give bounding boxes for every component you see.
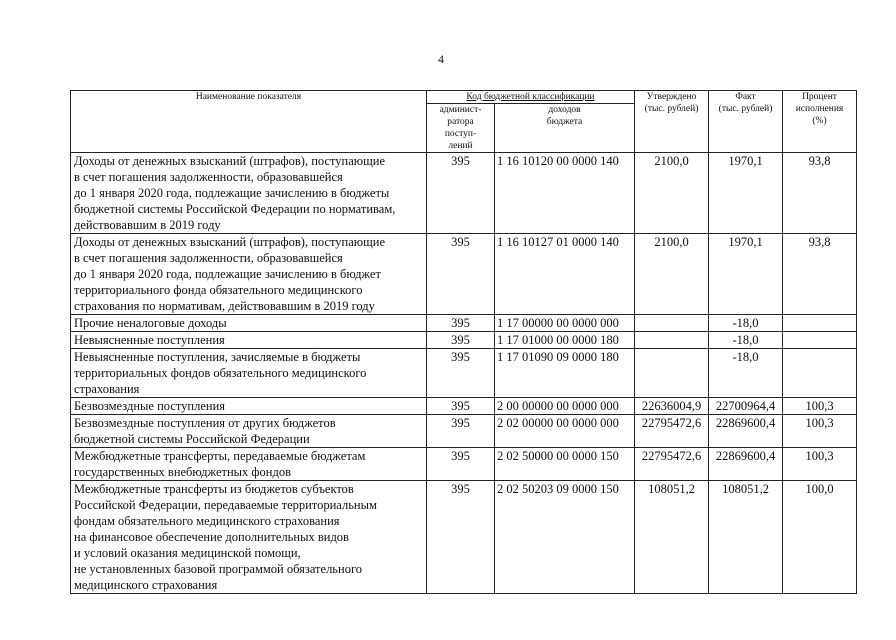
row-percent: 93,8 bbox=[783, 234, 857, 315]
row-budget-code: 1 16 10120 00 0000 140 bbox=[495, 153, 635, 234]
row-approved bbox=[635, 349, 709, 398]
row-fact: 108051,2 bbox=[709, 481, 783, 594]
row-admin-code: 395 bbox=[427, 315, 495, 332]
table-row bbox=[71, 234, 857, 315]
row-fact: 22869600,4 bbox=[709, 415, 783, 448]
header-percent: Процент исполнения (%) bbox=[783, 91, 857, 153]
row-admin-code: 395 bbox=[427, 349, 495, 398]
row-budget-code: 1 17 01000 00 0000 180 bbox=[495, 332, 635, 349]
header-revenue: доходов бюджета bbox=[495, 104, 635, 153]
row-name: Прочие неналоговые доходы bbox=[71, 315, 427, 332]
table-row bbox=[71, 448, 857, 481]
row-admin-code: 395 bbox=[427, 415, 495, 448]
row-fact: 1970,1 bbox=[709, 234, 783, 315]
row-approved bbox=[635, 315, 709, 332]
table-row bbox=[71, 315, 857, 332]
row-approved: 22795472,6 bbox=[635, 415, 709, 448]
row-fact: -18,0 bbox=[709, 332, 783, 349]
row-budget-code: 2 02 00000 00 0000 000 bbox=[495, 415, 635, 448]
row-approved: 2100,0 bbox=[635, 153, 709, 234]
row-percent: 100,0 bbox=[783, 481, 857, 594]
table-row bbox=[71, 153, 857, 234]
table-row bbox=[71, 349, 857, 398]
row-budget-code: 2 00 00000 00 0000 000 bbox=[495, 398, 635, 415]
row-name: Доходы от денежных взысканий (штрафов), поступающие в счет погашения задолженности, образовавшейся до 1 января 2020 года, подлежащие зачислению в бюджеты бюджетной системы Российской Федерации по нормативам, действовавшим в 2019 году bbox=[71, 153, 427, 234]
row-percent bbox=[783, 315, 857, 332]
row-approved: 22636004,9 bbox=[635, 398, 709, 415]
row-budget-code: 1 17 01090 09 0000 180 bbox=[495, 349, 635, 398]
row-admin-code: 395 bbox=[427, 448, 495, 481]
budget-execution-table bbox=[70, 90, 857, 594]
row-name: Межбюджетные трансферты из бюджетов субъектов Российской Федерации, передаваемые территориальным фондам обязательного медицинского страхования на финансовое обеспечение дополнительных видов и условий оказания медицинской помощи, не установленных базовой программой обязательного медицинского страхования bbox=[71, 481, 427, 594]
row-fact: 22869600,4 bbox=[709, 448, 783, 481]
row-admin-code: 395 bbox=[427, 153, 495, 234]
row-name: Невыясненные поступления bbox=[71, 332, 427, 349]
table-row bbox=[71, 415, 857, 448]
row-percent: 93,8 bbox=[783, 153, 857, 234]
row-percent bbox=[783, 332, 857, 349]
row-budget-code: 1 16 10127 01 0000 140 bbox=[495, 234, 635, 315]
row-name: Безвозмездные поступления от других бюджетов бюджетной системы Российской Федерации bbox=[71, 415, 427, 448]
row-fact: -18,0 bbox=[709, 349, 783, 398]
header-row-top bbox=[71, 91, 857, 104]
row-approved bbox=[635, 332, 709, 349]
row-name: Доходы от денежных взысканий (штрафов), поступающие в счет погашения задолженности, образовавшейся до 1 января 2020 года, подлежащие зачислению в бюджет территориального фонда обязательного медицинского страхования по нормативам, действовавшим в 2019 году bbox=[71, 234, 427, 315]
row-name: Невыясненные поступления, зачисляемые в бюджеты территориальных фондов обязательного медицинского страхования bbox=[71, 349, 427, 398]
row-budget-code: 2 02 50203 09 0000 150 bbox=[495, 481, 635, 594]
row-approved: 2100,0 bbox=[635, 234, 709, 315]
page-number: 4 bbox=[438, 52, 444, 66]
row-admin-code: 395 bbox=[427, 398, 495, 415]
row-percent: 100,3 bbox=[783, 415, 857, 448]
table-row bbox=[71, 481, 857, 594]
table-row bbox=[71, 398, 857, 415]
header-code-group bbox=[427, 91, 635, 104]
table-body bbox=[71, 153, 857, 594]
row-percent: 100,3 bbox=[783, 448, 857, 481]
row-budget-code: 1 17 00000 00 0000 000 bbox=[495, 315, 635, 332]
row-fact: 22700964,4 bbox=[709, 398, 783, 415]
table-row bbox=[71, 332, 857, 349]
row-fact: 1970,1 bbox=[709, 153, 783, 234]
row-admin-code: 395 bbox=[427, 481, 495, 594]
row-percent bbox=[783, 349, 857, 398]
header-fact: Факт (тыс. рублей) bbox=[709, 91, 783, 153]
row-fact: -18,0 bbox=[709, 315, 783, 332]
row-admin-code: 395 bbox=[427, 234, 495, 315]
header-approved: Утверждено (тыс. рублей) bbox=[635, 91, 709, 153]
row-budget-code: 2 02 50000 00 0000 150 bbox=[495, 448, 635, 481]
row-approved: 108051,2 bbox=[635, 481, 709, 594]
row-admin-code: 395 bbox=[427, 332, 495, 349]
row-percent: 100,3 bbox=[783, 398, 857, 415]
header-name: Наименование показателя bbox=[71, 91, 427, 153]
row-approved: 22795472,6 bbox=[635, 448, 709, 481]
row-name: Межбюджетные трансферты, передаваемые бюджетам государственных внебюджетных фондов bbox=[71, 448, 427, 481]
header-admin: админист- ратора поступ- лений bbox=[427, 104, 495, 153]
row-name: Безвозмездные поступления bbox=[71, 398, 427, 415]
header-code-group-label: Код бюджетной классификации bbox=[466, 92, 595, 102]
